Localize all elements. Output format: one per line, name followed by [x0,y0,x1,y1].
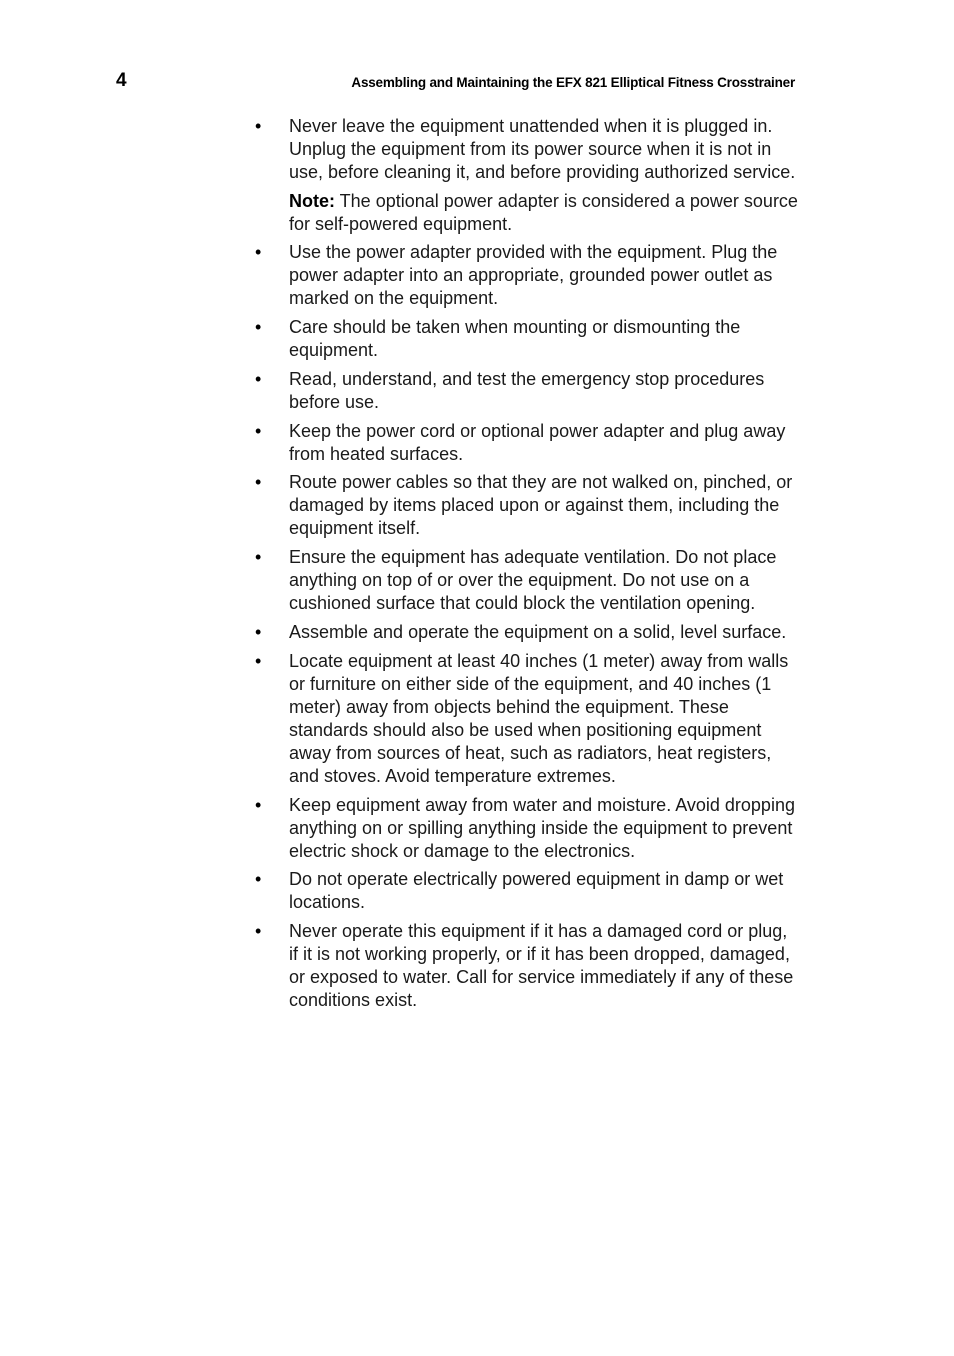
bullet-text: Keep equipment away from water and moisture. Avoid dropping anything on or spilling anything inside the equipment to prevent electric shock or damage to the electronics. [289,794,795,861]
bullet-text: Never operate this equipment if it has a damaged cord or plug, if it is not working properly, or if it has been dropped, damaged, or exposed to water. Call for service immediately if any of these conditions exist. [289,921,794,1011]
bullet-icon: • [255,242,262,263]
note-text: The optional power adapter is considered a power source for self-powered equipment. [289,190,798,234]
note-paragraph [289,190,800,236]
bullet-icon: • [255,420,262,441]
list-item [255,316,800,362]
bullet-text: Ensure the equipment has adequate ventilation. Do not place anything on top of or over the equipment. Do not use on a cushioned surface that could block the ventilation opening. [289,547,777,614]
list-item [255,115,800,236]
list-item [255,868,800,914]
bullet-text: Never leave the equipment unattended when it is plugged in. Unplug the equipment from its power source when it is not in use, before cleaning it, and before providing authorized service. [289,116,796,182]
bullet-text: Do not operate electrically powered equipment in damp or wet locations. [289,869,784,913]
bullet-icon: • [255,921,262,942]
bullet-icon: • [255,547,262,568]
bullet-text: Keep the power cord or optional power adapter and plug away from heated surfaces. [289,420,786,464]
bullet-text: Care should be taken when mounting or dismounting the equipment. [289,317,741,361]
bullet-text: Assemble and operate the equipment on a solid, level surface. [289,622,787,643]
bullet-icon: • [255,472,262,493]
bullet-icon: • [255,317,262,338]
bullet-text: Read, understand, and test the emergency stop procedures before use. [289,368,765,412]
running-header: Assembling and Maintaining the EFX 821 Elliptical Fitness Crosstrainer [351,75,795,90]
bullet-icon: • [255,368,262,389]
safety-bullet-list [255,115,800,1018]
bullet-text: Route power cables so that they are not walked on, pinched, or damaged by items placed upon or against them, including the equipment itself. [289,472,793,539]
bullet-icon: • [255,869,262,890]
bullet-icon: • [255,650,262,671]
list-item [255,420,800,466]
list-item [255,794,800,863]
list-item [255,546,800,615]
list-item [255,241,800,310]
list-item [255,368,800,414]
page-number: 4 [116,70,127,91]
bullet-icon: • [255,622,262,643]
list-item [255,471,800,540]
bullet-text: Use the power adapter provided with the equipment. Plug the power adapter into an appropriate, grounded power outlet as marked on the equipment. [289,242,778,309]
bullet-text: Locate equipment at least 40 inches (1 meter) away from walls or furniture on either side of the equipment, and 40 inches (1 meter) away from objects behind the equipment. These standards should also be used when positioning equipment away from sources of heat, such as radiators, heat registers, and stoves. Avoid temperature extremes. [289,650,789,786]
list-item [255,621,800,644]
bullet-icon: • [255,116,262,136]
note-label: Note: [289,190,335,211]
list-item [255,920,800,1012]
list-item [255,650,800,788]
bullet-icon: • [255,794,262,815]
